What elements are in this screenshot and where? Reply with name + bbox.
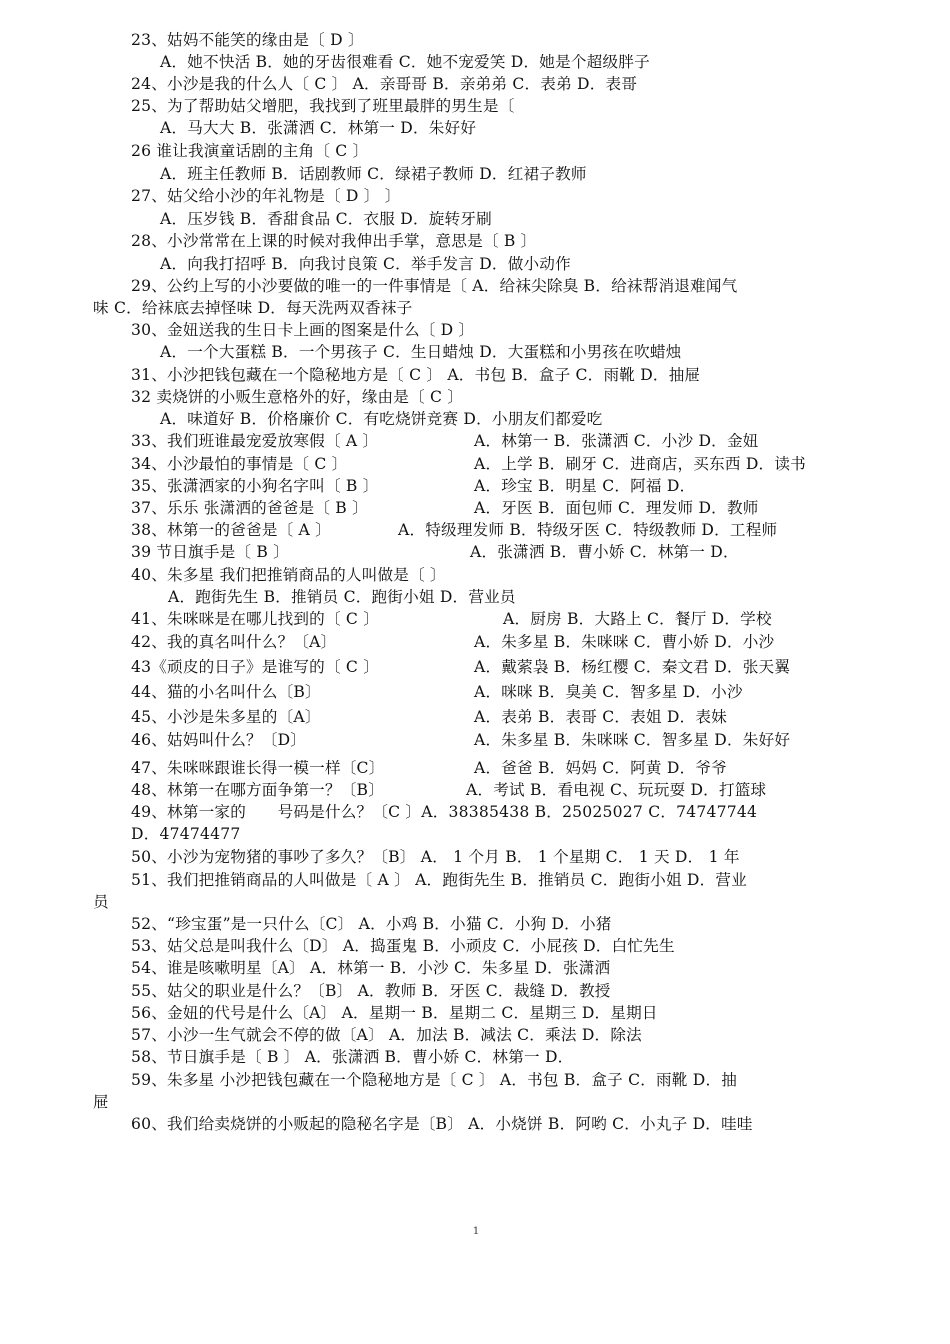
question-23: 23、姑妈不能笑的缘由是〔 D 〕 xyxy=(131,31,364,49)
question-39: 39 节日旗手是〔 B 〕 xyxy=(131,543,289,561)
question-59: 59、朱多星 小沙把钱包藏在一个隐秘地方是〔 C 〕 A．书包 B．盒子 C．雨靴 D．抽 xyxy=(131,1071,738,1089)
question-27-options: A．压岁钱 B．香甜食品 C．衣服 D．旋转牙刷 xyxy=(160,210,492,228)
question-41-options: A．厨房 B．大路上 C．餐厅 D．学校 xyxy=(503,610,772,628)
question-37: 37、乐乐 张潇洒的爸爸是〔 B 〕 xyxy=(131,499,368,517)
question-33-options: A．林第一 B．张潇洒 C．小沙 D．金妞 xyxy=(474,432,759,450)
question-59-continued: 屉 xyxy=(93,1093,109,1111)
question-34-options: A．上学 B．刷牙 C．进商店，买东西 D．读书 xyxy=(474,455,806,473)
question-32-options: A．味道好 B．价格廉价 C．有吃烧饼竞赛 D．小朋友们都爱吃 xyxy=(160,410,603,428)
question-40: 40、朱多星 我们把推销商品的人叫做是〔 〕 xyxy=(131,566,446,584)
question-46-options: A．朱多星 B．朱咪咪 C．智多星 D．朱好好 xyxy=(474,731,791,749)
question-57: 57、小沙一生气就会不停的做〔A〕 A．加法 B．减法 C．乘法 D．除法 xyxy=(131,1026,642,1044)
question-29: 29、公约上写的小沙要做的唯一的一件事情是〔 A．给袜尖除臭 B．给袜帮消退难闻气 xyxy=(131,277,738,295)
question-28-options: A．向我打招呼 B．向我讨良策 C．举手发言 D．做小动作 xyxy=(160,255,571,273)
question-44: 44、猫的小名叫什么〔B〕 xyxy=(131,683,321,701)
question-47: 47、朱咪咪跟谁长得一模一样〔C〕 xyxy=(131,759,385,777)
question-30-options: A．一个大蛋糕 B．一个男孩子 C．生日蜡烛 D．大蛋糕和小男孩在吹蜡烛 xyxy=(160,343,682,361)
question-35-options: A．珍宝 B．明星 C．阿福 D． xyxy=(474,477,696,495)
question-26-options: A．班主任教师 B．话剧教师 C．绿裙子教师 D．红裙子教师 xyxy=(160,165,587,183)
question-41: 41、朱咪咪是在哪儿找到的〔 C 〕 xyxy=(131,610,380,628)
question-27: 27、姑父给小沙的年礼物是〔 D 〕 〕 xyxy=(131,187,401,205)
question-60: 60、我们给卖烧饼的小贩起的隐秘名字是〔B〕 A．小烧饼 B．阿哟 C．小丸子 D．哇哇 xyxy=(131,1115,753,1133)
page-number: 1 xyxy=(472,1226,480,1237)
question-34: 34、小沙最怕的事情是〔 C 〕 xyxy=(131,455,348,473)
question-47-options: A．爸爸 B．妈妈 C．阿黄 D．爷爷 xyxy=(474,759,727,777)
question-45: 45、小沙是朱多星的〔A〕 xyxy=(131,708,321,726)
question-44-options: A．咪咪 B．臭美 C．智多星 D．小沙 xyxy=(474,683,743,701)
question-43-options: A．戴萦袅 B．杨红樱 C．秦文君 D．张天翼 xyxy=(474,658,791,676)
question-42-options: A．朱多星 B．朱咪咪 C．曹小娇 D．小沙 xyxy=(474,633,775,651)
question-46: 46、姑妈叫什么？〔D〕 xyxy=(131,731,307,749)
question-26: 26 谁让我演童话剧的主角〔 C 〕 xyxy=(131,142,369,160)
question-43: 43《顽皮的日子》是谁写的〔 C 〕 xyxy=(131,658,380,676)
question-53: 53、姑父总是叫我什么〔D〕 A．捣蛋鬼 B．小顽皮 C．小屁孩 D．白忙先生 xyxy=(131,937,675,955)
question-23-options: A．她不快活 B．她的牙齿很难看 C．她不宠爱笑 D．她是个超级胖子 xyxy=(160,53,650,71)
question-52: 52、“珍宝蛋”是一只什么〔C〕 A．小鸡 B．小猫 C．小狗 D．小猪 xyxy=(131,915,612,933)
question-51-continued: 员 xyxy=(93,893,109,911)
question-42: 42、我的真名叫什么？〔A〕 xyxy=(131,633,337,651)
question-58: 58、节日旗手是〔 B 〕 A．张潇洒 B．曹小娇 C．林第一 D． xyxy=(131,1048,574,1066)
question-37-options: A．牙医 B．面包师 C．理发师 D．教师 xyxy=(474,499,759,517)
question-31: 31、小沙把钱包藏在一个隐秘地方是〔 C 〕 A．书包 B．盒子 C．雨靴 D．抽屉 xyxy=(131,366,701,384)
question-29-continued: 味 C．给袜底去掉怪味 D．每天洗两双香袜子 xyxy=(93,299,413,317)
question-45-options: A．表弟 B．表哥 C．表姐 D．表妹 xyxy=(474,708,727,726)
question-48-options: A．考试 B．看电视 C、玩玩耍 D．打篮球 xyxy=(466,781,767,799)
question-54: 54、谁是咳嗽明星〔A〕 A．林第一 B．小沙 C．朱多星 D．张潇洒 xyxy=(131,959,611,977)
question-33: 33、我们班谁最宠爱放寒假〔 A 〕 xyxy=(131,432,379,450)
question-49: 49、林第一家的 号码是什么？〔C 〕A．38385438 B．25025027 C．74747744 xyxy=(131,803,758,821)
question-25-options: A．马大大 B．张潇洒 C．林第一 D．朱好好 xyxy=(160,119,477,137)
question-56: 56、金妞的代号是什么〔A〕 A．星期一 B．星期二 C．星期三 D．星期日 xyxy=(131,1004,658,1022)
question-40-options: A．跑街先生 B．推销员 C．跑街小姐 D．营业员 xyxy=(168,588,516,606)
question-51: 51、我们把推销商品的人叫做是〔 A 〕 A．跑街先生 B．推销员 C．跑街小姐 D．营业 xyxy=(131,871,747,889)
question-24: 24、小沙是我的什么人〔 C 〕 A．亲哥哥 B．亲弟弟 C．表弟 D．表哥 xyxy=(131,75,638,93)
question-28: 28、小沙常常在上课的时候对我伸出手掌，意思是〔 B 〕 xyxy=(131,232,537,250)
question-39-options: A．张潇洒 B．曹小娇 C．林第一 D． xyxy=(470,543,739,561)
question-38-options: A．特级理发师 B．特级牙医 C．特级教师 D．工程师 xyxy=(398,521,778,539)
question-49-continued: D．47474477 xyxy=(131,825,241,843)
question-32: 32 卖烧饼的小贩生意格外的好，缘由是〔 C 〕 xyxy=(131,388,464,406)
question-35: 35、张潇洒家的小狗名字叫〔 B 〕 xyxy=(131,477,379,495)
question-38: 38、林第一的爸爸是〔 A 〕 xyxy=(131,521,331,539)
question-30: 30、金妞送我的生日卡上画的图案是什么〔 D 〕 xyxy=(131,321,475,339)
question-48: 48、林第一在哪方面争第一？〔B〕 xyxy=(131,781,385,799)
question-55: 55、姑父的职业是什么？〔B〕 A．教师 B．牙医 C．裁缝 D．教授 xyxy=(131,982,611,1000)
question-25: 25、为了帮助姑父增肥，我找到了班里最胖的男生是〔 xyxy=(131,97,515,115)
question-50: 50、小沙为宠物猪的事吵了多久？〔B〕 A． 1 个月 B． 1 个星期 C． 1 天 D． 1 年 xyxy=(131,848,740,866)
